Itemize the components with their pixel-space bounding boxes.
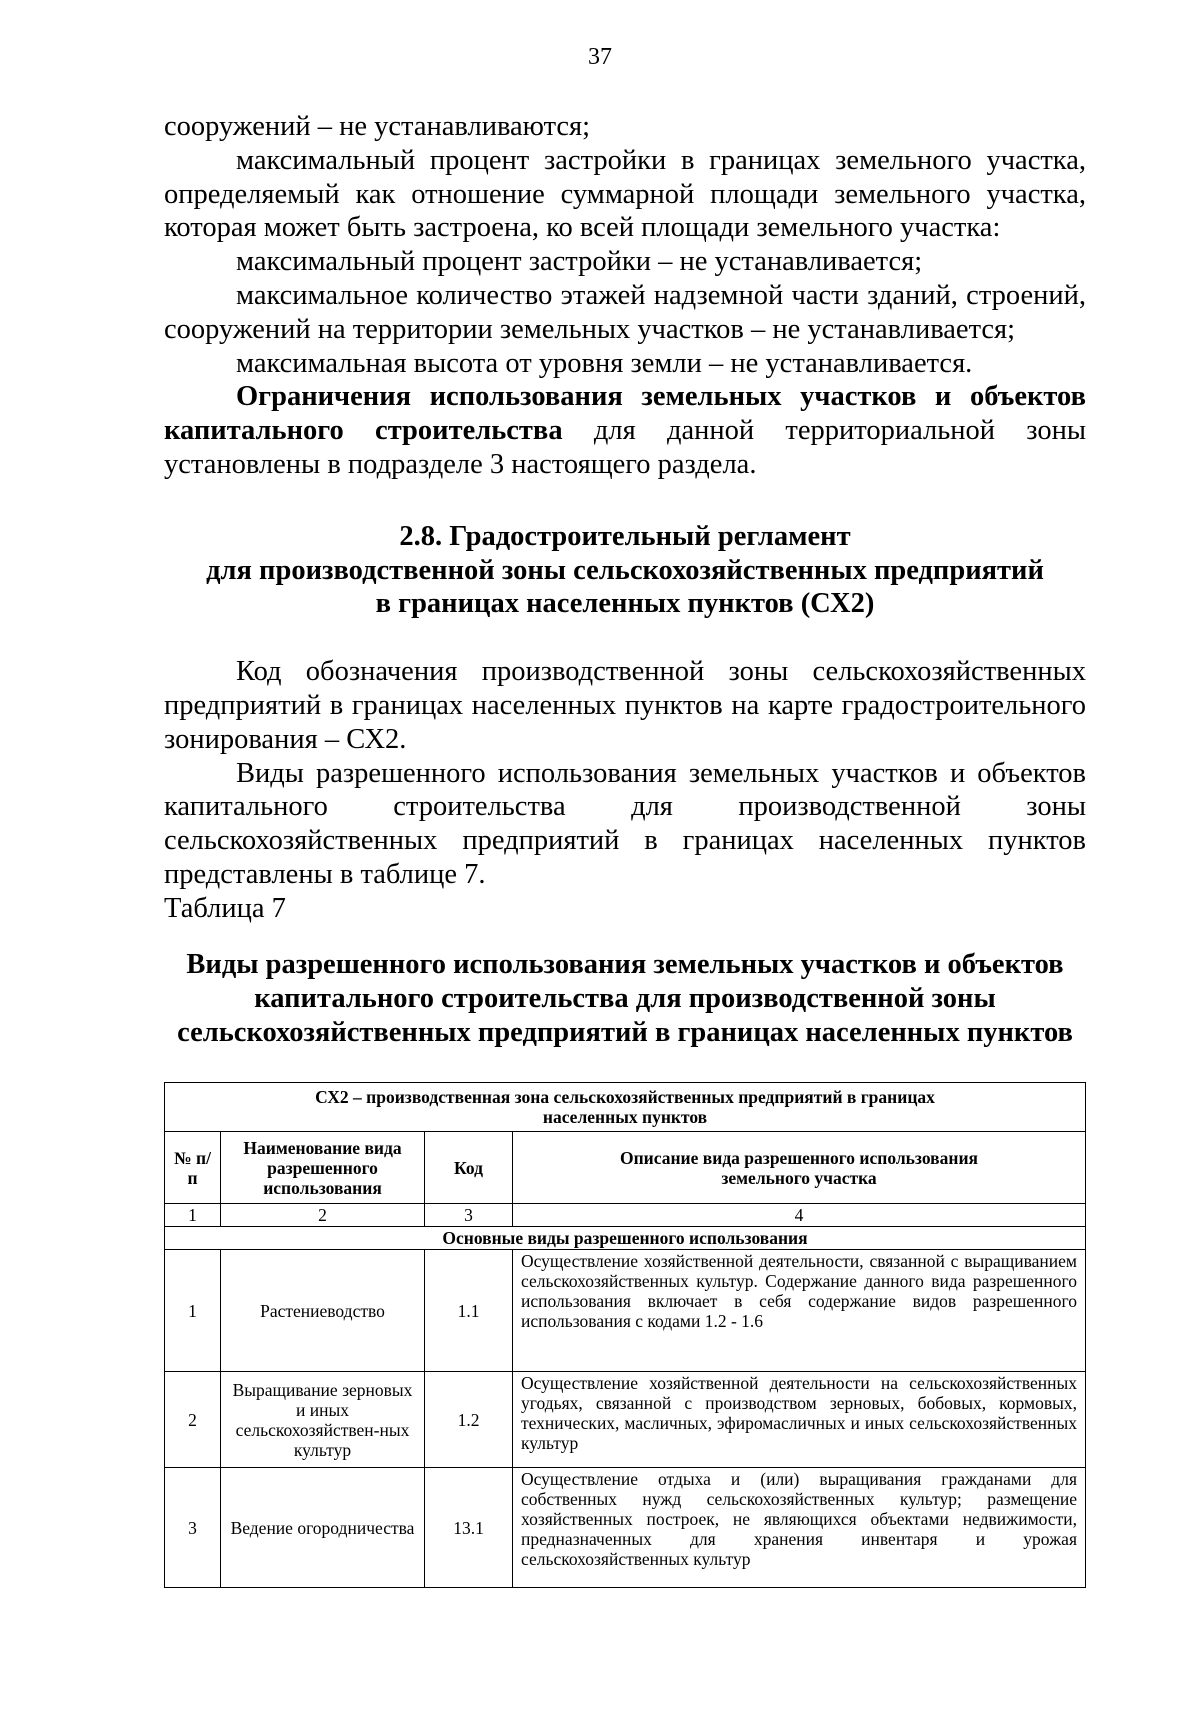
table-title-line: сельскохозяйственных предприятий в границах населенных пунктов [177,1016,1073,1048]
table-label: Таблица 7 [164,892,286,924]
restriction-text: для данной территориальной зоны установлены в подразделе 3 настоящего раздела. [164,415,1086,480]
zone-code-paragraph: Код обозначения производственной зоны сельскохозяйственных предприятий в границах населенных пунктов на карте градостроительного зонирования – СХ2. [164,656,1086,755]
col-header-description: Описание вида разрешенного использования земельного участка [513,1132,1086,1204]
col-header-name: Наименование вида разрешенного использования [221,1132,425,1204]
table-row [165,1372,1086,1468]
row-code: 1.1 [425,1250,513,1372]
row-name: Растениеводство [221,1250,425,1372]
row-number: 3 [165,1468,221,1588]
table-title [150,948,1100,1049]
col-number: 4 [513,1204,1086,1227]
table-title-line: капитального строительства для производственной зоны [254,982,996,1014]
paragraph: максимальное количество этажей надземной части зданий, строений, сооружений на территории земельных участков – не устанавливается; [164,279,1086,345]
section-title-line: для производственной зоны сельскохозяйственных предприятий [206,554,1044,586]
table-header-row [165,1132,1086,1204]
section-title-line: в границах населенных пунктов (СХ2) [375,588,875,620]
col-header-code: Код [425,1132,513,1204]
row-number: 1 [165,1250,221,1372]
section-title [164,520,1086,621]
col-header-number: № п/п [165,1132,221,1204]
table-zone-header-row [165,1083,1086,1132]
paragraph: сооружений – не устанавливаются; [164,111,591,142]
paragraph: максимальный процент застройки в границах земельного участка, определяемый как отношение суммарной площади земельного участка, которая может быть застроена, ко всей площади земельного участка: [164,144,1086,244]
col-number: 2 [221,1204,425,1227]
section-title-line: 2.8. Градостроительный регламент [399,520,851,552]
document-body [164,110,1086,926]
row-number: 2 [165,1372,221,1468]
table-col-numbers-row [165,1204,1086,1227]
page-number: 37 [588,44,612,70]
spacer [164,621,1086,655]
table-subheader-row [165,1227,1086,1250]
paragraph: максимальная высота от уровня земли – не устанавливается. [236,347,973,379]
row-code: 1.2 [425,1372,513,1468]
restriction-paragraph [164,380,1086,481]
table-row [165,1250,1086,1372]
row-code: 13.1 [425,1468,513,1588]
table-row [165,1468,1086,1588]
col-number: 3 [425,1204,513,1227]
table-zone-header: СХ2 – производственная зона сельскохозяйственных предприятий в границах населенных пунктов [165,1083,1086,1132]
row-description: Осуществление хозяйственной деятельности на сельскохозяйственных угодьях, связанной с производством зерновых, бобовых, кормовых, технических, масличных, эфиромасличных и иных сельскохозяйственных культур [513,1372,1086,1468]
row-name: Ведение огородничества [221,1468,425,1588]
row-description: Осуществление хозяйственной деятельности, связанной с выращиванием сельскохозяйственных культур. Содержание данного вида разрешенного использования включает в себя содержание видов разрешенного использования с кодами 1.2 - 1.6 [513,1250,1086,1372]
types-paragraph: Виды разрешенного использования земельных участков и объектов капитального строительства для производственной зоны сельскохозяйственных предприятий в границах населенных пунктов представлены в таблице 7. [164,757,1086,890]
row-description: Осуществление отдыха и (или) выращивания гражданами для собственных нужд сельскохозяйственных культур; размещение хозяйственных построек, не являющихся объектами недвижимости, предназначенных для хранения инвентаря и урожая сельскохозяйственных культур [513,1468,1086,1588]
row-name: Выращивание зерновых и иных сельскохозяйствен-ных культур [221,1372,425,1468]
paragraph: максимальный процент застройки – не устанавливается; [236,246,923,278]
table-title-line: Виды разрешенного использования земельных участков и объектов [186,949,1064,980]
col-number: 1 [165,1204,221,1227]
table-subheader: Основные виды разрешенного использования [165,1227,1086,1250]
restriction-bold-text: Ограничения использования земельных участков и объектов капитального строительства [164,381,1086,447]
permitted-use-table [164,1082,1086,1588]
